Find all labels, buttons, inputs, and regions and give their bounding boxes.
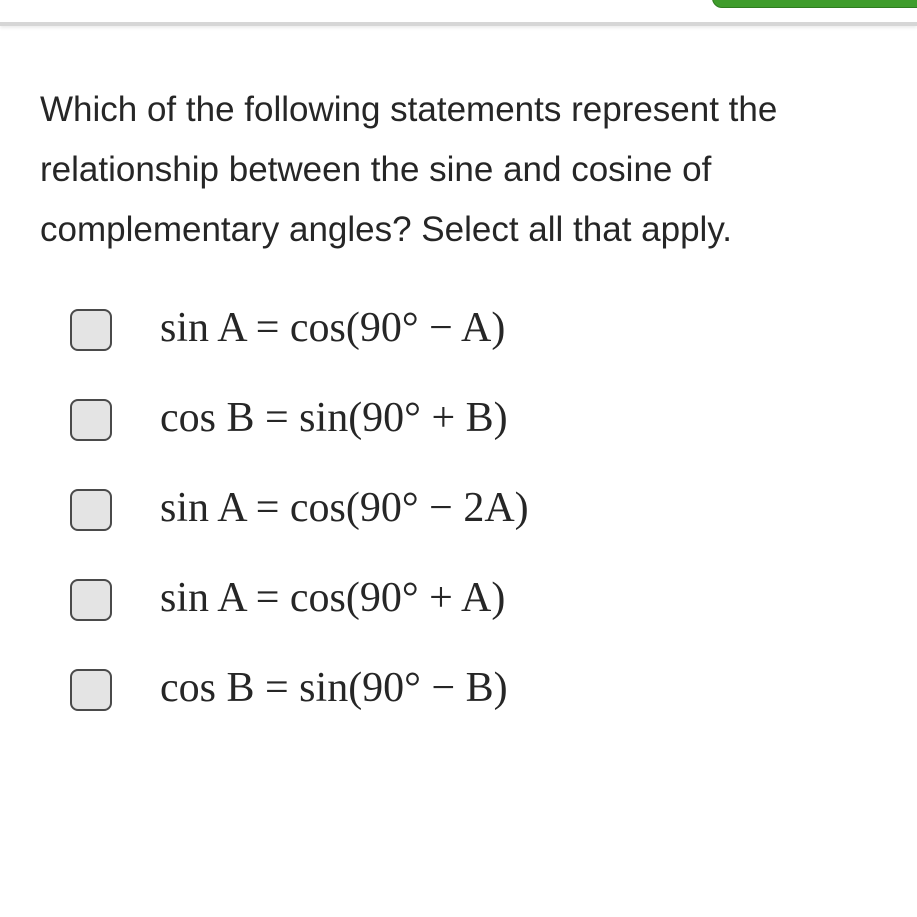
checkbox[interactable] <box>70 309 112 351</box>
option-3[interactable] <box>0 466 700 556</box>
option-label[interactable]: cos B = sin(90° + B) <box>160 395 508 441</box>
answer-options <box>0 286 917 736</box>
checkbox[interactable] <box>70 489 112 531</box>
option-label[interactable]: sin A = cos(90° + A) <box>160 575 506 621</box>
option-label[interactable]: sin A = cos(90° − 2A) <box>160 485 529 531</box>
top-bar <box>0 0 917 26</box>
checkbox[interactable] <box>70 579 112 621</box>
checkbox[interactable] <box>70 669 112 711</box>
option-2[interactable] <box>0 376 700 466</box>
option-label[interactable]: cos B = sin(90° − B) <box>160 665 508 711</box>
option-5[interactable] <box>0 646 700 736</box>
checkbox[interactable] <box>70 399 112 441</box>
question-text: Which of the following statements represent the relationship between the sine and cosine of complementary angles? Select all that apply. <box>40 90 778 249</box>
option-4[interactable] <box>0 556 700 646</box>
submit-button[interactable] <box>712 0 917 8</box>
option-1[interactable] <box>0 286 700 376</box>
option-label[interactable]: sin A = cos(90° − A) <box>160 305 506 351</box>
